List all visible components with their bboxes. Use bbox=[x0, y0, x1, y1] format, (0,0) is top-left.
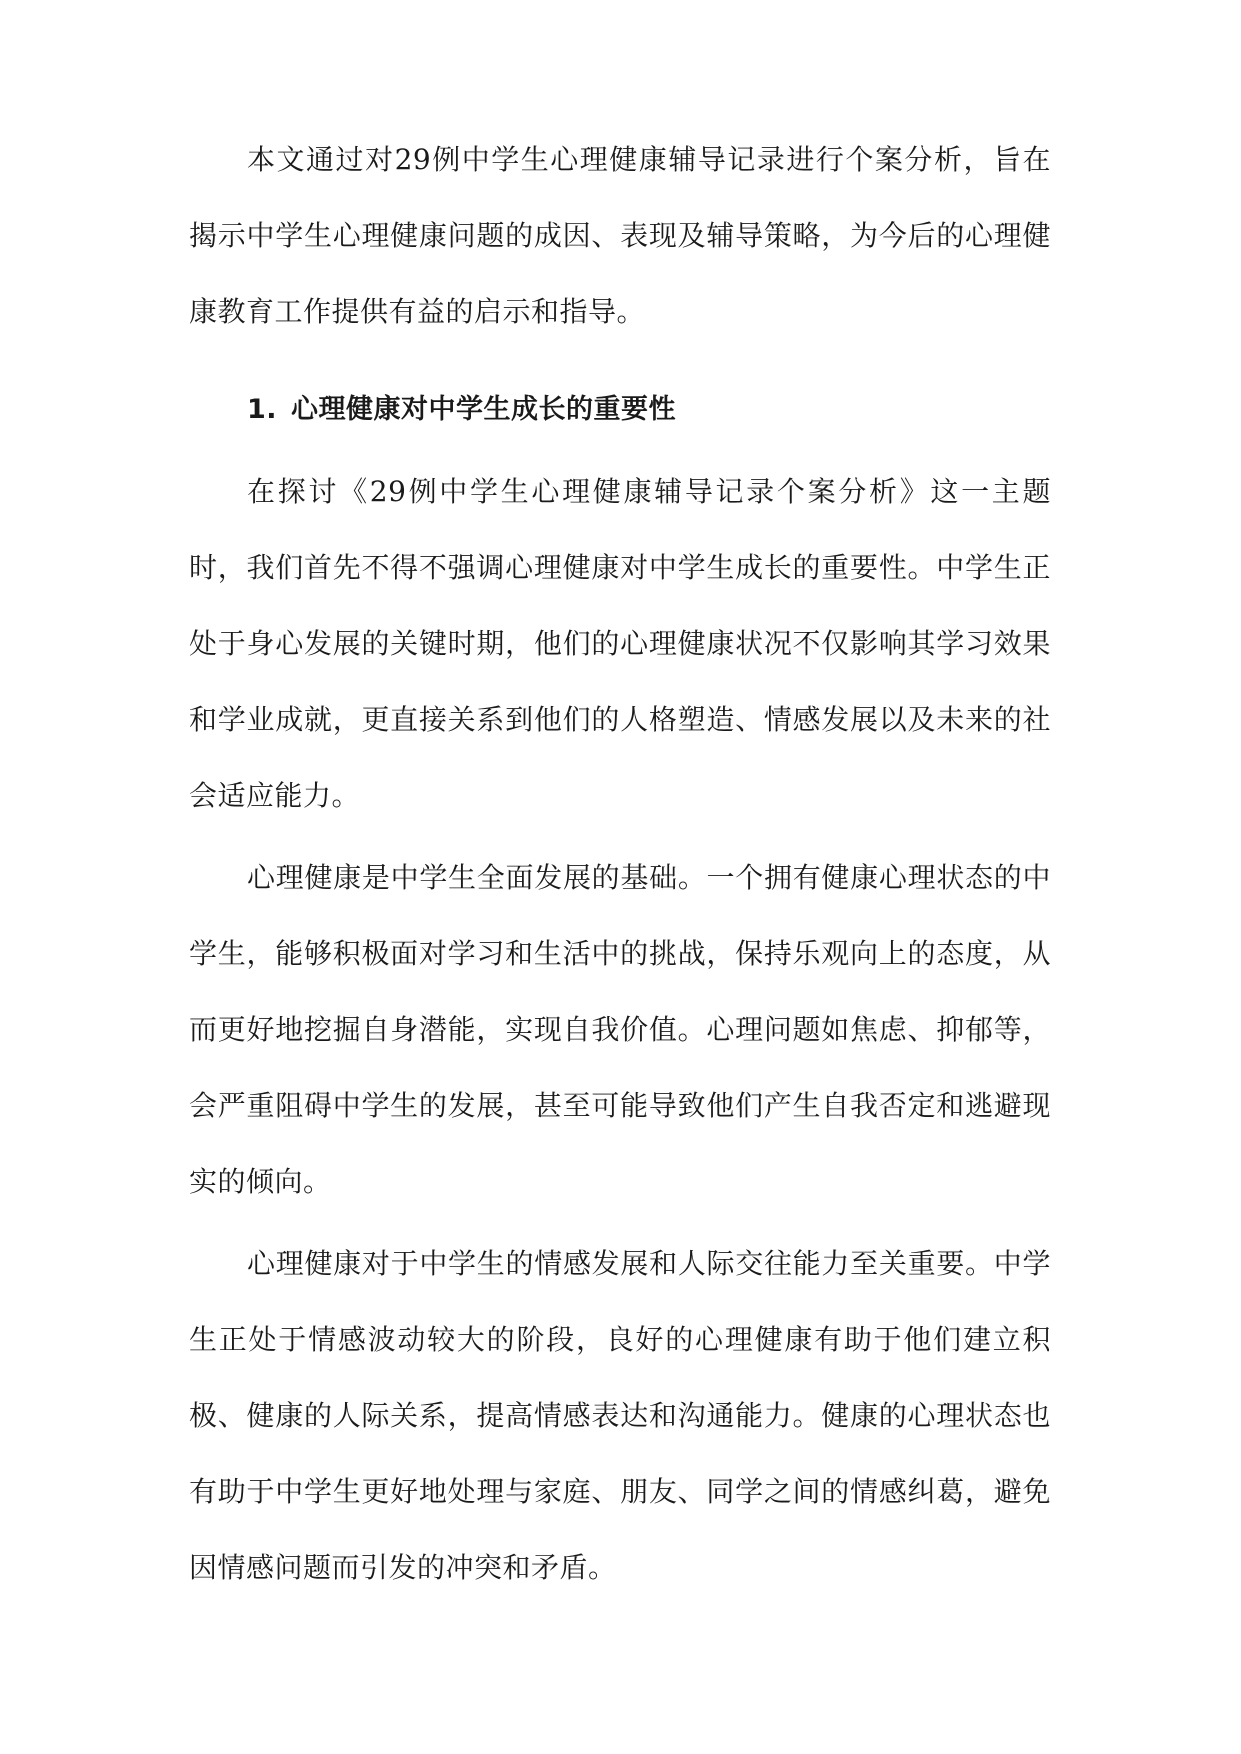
section-heading bbox=[189, 372, 1051, 448]
body-paragraph: 心理健康是中学生全面发展的基础。一个拥有健康心理状态的中学生，能够积极面对学习和生活中的挑战，保持乐观向上的态度，从而更好地挖掘自身潜能，实现自我价值。心理问题如焦虑、抑郁等，会严重阻碍中学生的发展，甚至可能导致他们产生自我否定和逃避现实的倾向。 bbox=[189, 861, 1051, 1198]
section-title: 心理健康对中学生成长的重要性 bbox=[291, 394, 676, 425]
body-paragraph: 在探讨《29例中学生心理健康辅导记录个案分析》这一主题时，我们首先不得不强调心理健康对中学生成长的重要性。中学生正处于身心发展的关键时期，他们的心理健康状况不仅影响其学习效果和学业成就，更直接关系到他们的人格塑造、情感发展以及未来的社会适应能力。 bbox=[189, 475, 1051, 812]
body-paragraph: 心理健康对于中学生的情感发展和人际交往能力至关重要。中学生正处于情感波动较大的阶段，良好的心理健康有助于他们建立积极、健康的人际关系，提高情感表达和沟通能力。健康的心理状态也有助于中学生更好地处理与家庭、朋友、同学之间的情感纠葛，避免因情感问题而引发的冲突和矛盾。 bbox=[189, 1247, 1051, 1584]
section-number: 1. bbox=[247, 394, 278, 425]
intro-paragraph: 本文通过对29例中学生心理健康辅导记录进行个案分析，旨在揭示中学生心理健康问题的成因、表现及辅导策略，为今后的心理健康教育工作提供有益的启示和指导。 bbox=[189, 143, 1051, 328]
document-body bbox=[189, 122, 1051, 1612]
